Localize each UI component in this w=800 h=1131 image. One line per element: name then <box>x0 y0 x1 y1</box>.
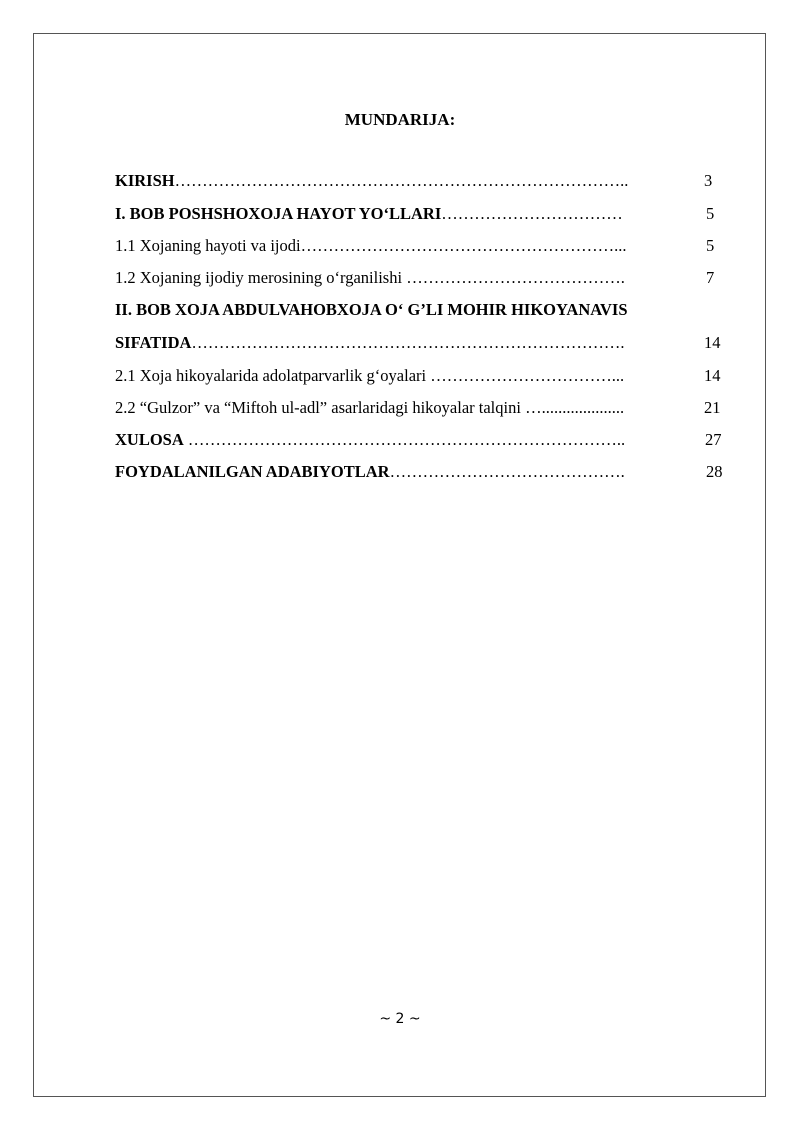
toc-entry-label: 1.2 Xojaning ijodiy merosining o‘rganilishi <box>115 268 403 287</box>
toc-entry-label: II. BOB XOJA ABDULVAHOBXOJA O‘ G’LI MOHIR HIKOYANAVIS <box>115 300 628 319</box>
toc-entry-section-2-2[interactable] <box>115 398 624 418</box>
toc-entry-page: 21 <box>704 398 721 417</box>
toc-entry-dots: ……………………………………………………………………. <box>191 333 625 352</box>
toc-entry-dots: …………………………………. <box>402 268 625 287</box>
toc-entry-chapter-1[interactable] <box>115 204 623 224</box>
toc-entry-label: 2.1 Xoja hikoyalarida adolatparvarlik g‘oyalari <box>115 366 427 385</box>
page-title: MUNDARIJA: <box>344 110 456 129</box>
toc-entry-label: I. BOB POSHSHOXOJA HAYOT YO‘LLARI <box>115 204 442 223</box>
toc-entry-section-1-2[interactable] <box>115 268 625 288</box>
toc-entry-page: 27 <box>705 430 722 449</box>
toc-entry-page: 28 <box>706 462 723 481</box>
page-number-footer: ~ 2 ~ <box>379 1011 421 1027</box>
toc-entry-dots: …………………………………………………... <box>300 236 627 255</box>
toc-entry-dots: ……………………………………. <box>389 462 625 481</box>
toc-entry-label: 1.1 Xojaning hayoti va ijodi <box>115 236 301 255</box>
toc-entry-label: KIRISH <box>115 171 175 190</box>
toc-entry-dots: …………………………… <box>441 204 623 223</box>
page-border <box>33 33 766 1097</box>
toc-entry-page: 14 <box>704 333 721 352</box>
toc-entry-label: SIFATIDA <box>115 333 192 352</box>
toc-entry-page: 5 <box>706 204 715 223</box>
toc-entry-chapter-2[interactable] <box>115 300 628 320</box>
toc-entry-page: 7 <box>706 268 715 287</box>
toc-entry-chapter-2-cont[interactable] <box>115 333 625 353</box>
toc-entry-label: FOYDALANILGAN ADABIYOTLAR <box>115 462 390 481</box>
toc-entry-page: 3 <box>704 171 713 190</box>
toc-entry-dots: …………………………………………………………………….. <box>183 430 626 449</box>
toc-entry-dots: ……………………………………………………………………….. <box>174 171 629 190</box>
toc-entry-dots: ….................... <box>520 398 625 417</box>
toc-entry-kirish[interactable] <box>115 171 628 191</box>
toc-entry-label: XULOSA <box>115 430 184 449</box>
toc-entry-references[interactable] <box>115 462 625 482</box>
toc-entry-dots: ……………………………... <box>426 366 625 385</box>
toc-entry-xulosa[interactable] <box>115 430 625 450</box>
toc-entry-section-1-1[interactable] <box>115 236 626 256</box>
toc-entry-label: 2.2 “Gulzor” va “Miftoh ul-adl” asarlaridagi hikoyalar talqini <box>115 398 521 417</box>
toc-entry-page: 5 <box>706 236 715 255</box>
toc-entry-page: 14 <box>704 366 721 385</box>
toc-entry-section-2-1[interactable] <box>115 366 624 386</box>
